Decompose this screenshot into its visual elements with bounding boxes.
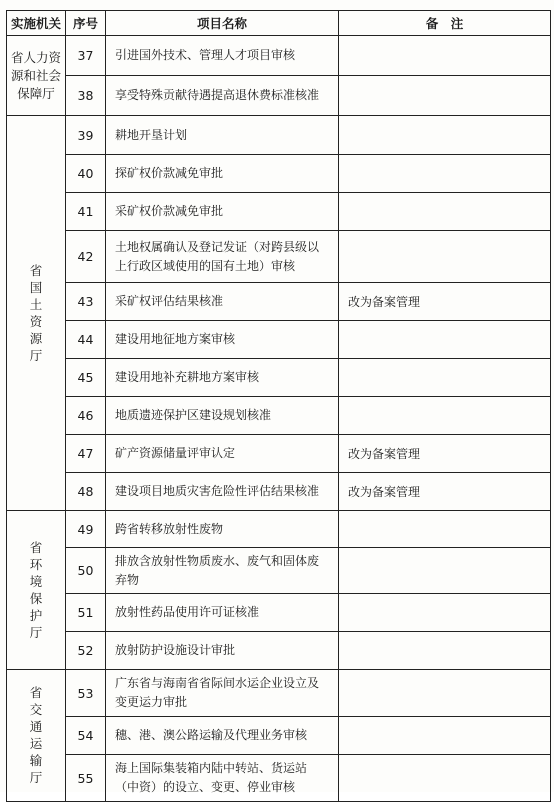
item-name: 矿产资源储量评审认定: [106, 435, 339, 473]
table-row: [7, 632, 551, 670]
item-name: 放射性药品使用许可证核准: [106, 594, 339, 632]
item-remark: [339, 548, 551, 594]
row-number: 53: [66, 670, 106, 717]
item-name: 穗、港、澳公路运输及代理业务审核: [106, 717, 339, 755]
agency-cell: [7, 116, 66, 511]
table-row: [7, 670, 551, 717]
row-number: 54: [66, 717, 106, 755]
item-remark: [339, 155, 551, 193]
item-name: 土地权属确认及登记发证（对跨县级以上行政区域使用的国有土地）审核: [106, 231, 339, 283]
row-number: 43: [66, 283, 106, 321]
row-number: 55: [66, 755, 106, 802]
row-number: 47: [66, 435, 106, 473]
item-remark: [339, 755, 551, 802]
table-row: [7, 231, 551, 283]
agency-cell: [7, 511, 66, 670]
row-number: 46: [66, 397, 106, 435]
item-name: 采矿权价款减免审批: [106, 193, 339, 231]
item-remark: [339, 231, 551, 283]
table-row: [7, 359, 551, 397]
item-remark: [339, 36, 551, 76]
item-remark: [339, 321, 551, 359]
agency-label: 省环境保护厅: [29, 539, 43, 640]
item-name: 采矿权评估结果核准: [106, 283, 339, 321]
item-remark: [339, 717, 551, 755]
table-row: [7, 155, 551, 193]
agency-cell: 省人力资源和社会保障厅: [7, 36, 66, 116]
item-remark: [339, 397, 551, 435]
approval-items-table: [6, 10, 551, 802]
row-number: 48: [66, 473, 106, 511]
item-name: 建设项目地质灾害危险性评估结果核准: [106, 473, 339, 511]
item-name: 建设用地征地方案审核: [106, 321, 339, 359]
agency-label: 省交通运输厅: [29, 685, 43, 785]
table-row: [7, 76, 551, 116]
agency-cell: [7, 670, 66, 802]
row-number: 42: [66, 231, 106, 283]
item-name: 地质遗迹保护区建设规划核准: [106, 397, 339, 435]
row-number: 40: [66, 155, 106, 193]
row-number: 49: [66, 511, 106, 548]
item-remark: 改为备案管理: [339, 473, 551, 511]
item-remark: [339, 359, 551, 397]
row-number: 52: [66, 632, 106, 670]
item-remark: [339, 76, 551, 116]
item-name: 排放含放射性物质废水、废气和固体废弃物: [106, 548, 339, 594]
header-remark: 备 注: [339, 11, 551, 36]
row-number: 51: [66, 594, 106, 632]
item-remark: [339, 511, 551, 548]
table-row: [7, 397, 551, 435]
row-number: 39: [66, 116, 106, 155]
header-number: 序号: [66, 11, 106, 36]
table-row: [7, 473, 551, 511]
item-remark: [339, 116, 551, 155]
item-name: 放射防护设施设计审批: [106, 632, 339, 670]
row-number: 41: [66, 193, 106, 231]
item-name: 建设用地补充耕地方案审核: [106, 359, 339, 397]
table-header-row: [7, 11, 551, 36]
table-row: [7, 755, 551, 802]
item-remark: [339, 670, 551, 717]
item-name: 引进国外技术、管理人才项目审核: [106, 36, 339, 76]
table-row: [7, 116, 551, 155]
table-row: [7, 511, 551, 548]
item-name: 探矿权价款减免审批: [106, 155, 339, 193]
item-remark: 改为备案管理: [339, 435, 551, 473]
header-agency: 实施机关: [7, 11, 66, 36]
item-name: 耕地开垦计划: [106, 116, 339, 155]
item-name: 广东省与海南省省际间水运企业设立及变更运力审批: [106, 670, 339, 717]
table-row: [7, 193, 551, 231]
header-item-name: 项目名称: [106, 11, 339, 36]
table-row: [7, 548, 551, 594]
row-number: 38: [66, 76, 106, 116]
item-name: 享受特殊贡献待遇提高退休费标准核准: [106, 76, 339, 116]
table-row: [7, 717, 551, 755]
item-name: 海上国际集装箱内陆中转站、货运站（中资）的设立、变更、停业审核: [106, 755, 339, 802]
item-remark: 改为备案管理: [339, 283, 551, 321]
table-row: [7, 435, 551, 473]
item-remark: [339, 594, 551, 632]
row-number: 37: [66, 36, 106, 76]
table-row: [7, 36, 551, 76]
table-row: [7, 594, 551, 632]
row-number: 50: [66, 548, 106, 594]
item-remark: [339, 632, 551, 670]
item-remark: [339, 193, 551, 231]
item-name: 跨省转移放射性废物: [106, 511, 339, 548]
agency-label: 省国土资源厅: [29, 262, 43, 363]
table-row: [7, 283, 551, 321]
row-number: 44: [66, 321, 106, 359]
row-number: 45: [66, 359, 106, 397]
table-row: [7, 321, 551, 359]
